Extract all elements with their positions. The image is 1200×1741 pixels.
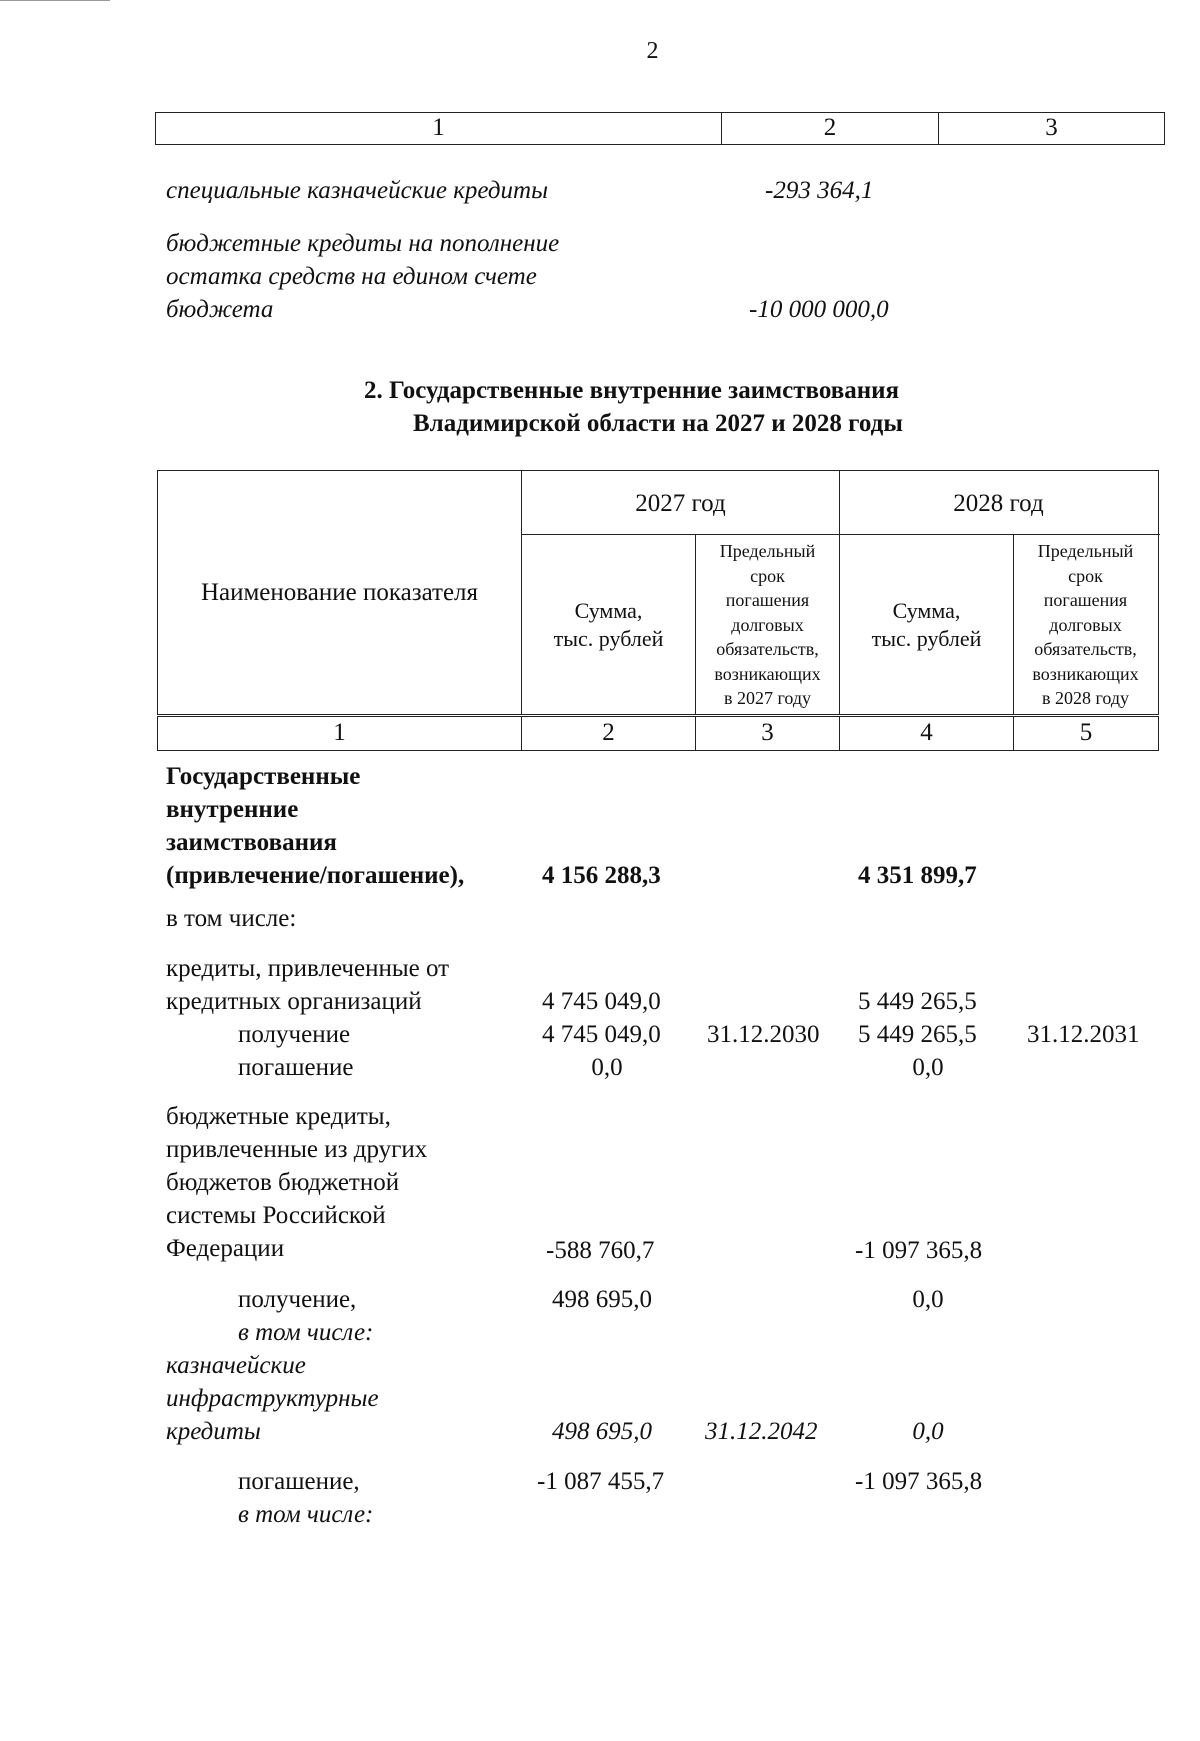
col-number-3: 3 [1045, 114, 1058, 141]
total-note: в том числе: [166, 905, 297, 932]
total-label-4: (привлечение/погашение), [166, 862, 465, 889]
budget-credits-repay-2027: -1 087 455,7 [537, 1468, 665, 1495]
budget-credits-repay-2028: -1 097 365,8 [855, 1468, 983, 1495]
infra-credits-label-2: инфраструктурные [166, 1385, 379, 1412]
special-treasury-credits-value: -293 364,1 [765, 177, 874, 204]
section-title-line-1: 2. Государственные внутренние заимствования [364, 377, 900, 404]
section-title-line-2: Владимирской области на 2027 и 2028 годы [413, 410, 903, 437]
header-term-2027: Предельный срок погашения долговых обязательств, возникающих в 2027 году [696, 535, 840, 715]
column-number-row [157, 716, 1159, 751]
colnum-3: 3 [696, 717, 840, 750]
total-label-3: заимствования [166, 829, 337, 856]
colnum-5: 5 [1079, 719, 1093, 746]
budget-credits-receipt-2028: 0,0 [912, 1286, 944, 1313]
credit-org-receipt-term-2027: 31.12.2030 [707, 1021, 820, 1048]
infra-credits-2028: 0,0 [912, 1418, 944, 1445]
borrowings-table-header [157, 470, 1159, 715]
budget-credits-label-5: Федерации [166, 1235, 285, 1262]
budget-credits-repay-note: в том числе: [238, 1501, 374, 1528]
header-term-2028: Предельный срок погашения долговых обязательств, возникающих в 2028 году [1032, 541, 1139, 709]
budget-credits-label-4: системы Российской [166, 1202, 386, 1229]
credit-org-repay-2028: 0,0 [912, 1054, 944, 1081]
header-year-2028: 2028 год [953, 489, 1044, 517]
budget-credits-replenish-value: -10 000 000,0 [749, 296, 889, 323]
page-number: 2 [646, 38, 659, 64]
infra-credits-label-1: казначейские [166, 1352, 306, 1379]
col-number-1: 1 [156, 113, 722, 144]
credit-org-receipt-label: получение [238, 1021, 351, 1048]
credit-org-label-1: кредиты, привлеченные от [166, 955, 450, 982]
infra-credits-term-2027: 31.12.2042 [705, 1418, 818, 1445]
budget-credits-label-3: бюджетов бюджетной [166, 1169, 400, 1196]
budget-credits-replenish-label-1: бюджетные кредиты на пополнение [166, 230, 560, 257]
header-sum-2028: Сумма, тыс. рублей [840, 535, 1014, 715]
budget-credits-receipt-2027: 498 695,0 [552, 1286, 652, 1313]
continuation-table-header [155, 112, 1165, 145]
header-indicator-name: Наименование показателя [158, 471, 522, 714]
header-sum-2027: Сумма, тыс. рублей [522, 535, 696, 715]
total-label-1: Государственные [166, 763, 361, 790]
total-sum-2027: 4 156 288,3 [542, 862, 661, 889]
col-number-2: 2 [722, 113, 939, 144]
budget-credits-replenish-label-2: остатка средств на едином счете [166, 263, 537, 290]
credit-org-repay-label: погашение [238, 1054, 354, 1081]
budget-credits-repay-label: погашение, [238, 1468, 360, 1495]
infra-credits-2027: 498 695,0 [552, 1418, 652, 1445]
colnum-2: 2 [522, 717, 696, 750]
total-label-2: внутренние [166, 796, 299, 823]
infra-credits-label-3: кредиты [166, 1418, 261, 1445]
credit-org-sum-2028: 5 449 265,5 [858, 988, 977, 1015]
credit-org-sum-2027: 4 745 049,0 [542, 988, 661, 1015]
special-treasury-credits-label: специальные казначейские кредиты [166, 177, 549, 204]
budget-credits-label-2: привлеченные из других [166, 1136, 428, 1163]
budget-credits-sum-2027: -588 760,7 [546, 1237, 655, 1264]
budget-credits-receipt-label: получение, [238, 1286, 357, 1313]
top-edge-rule [0, 0, 110, 1]
budget-credits-receipt-note: в том числе: [238, 1319, 374, 1346]
colnum-4: 4 [840, 717, 1014, 750]
credit-org-receipt-term-2028: 31.12.2031 [1027, 1021, 1140, 1048]
credit-org-repay-2027: 0,0 [591, 1054, 623, 1081]
header-year-2027: 2027 год [522, 471, 840, 535]
budget-credits-sum-2028: -1 097 365,8 [855, 1237, 983, 1264]
credit-org-receipt-2027: 4 745 049,0 [542, 1021, 661, 1048]
budget-credits-label-1: бюджетные кредиты, [166, 1103, 391, 1130]
credit-org-label-2: кредитных организаций [166, 988, 422, 1015]
budget-credits-replenish-label-3: бюджета [166, 296, 274, 323]
total-sum-2028: 4 351 899,7 [858, 862, 977, 889]
credit-org-receipt-2028: 5 449 265,5 [858, 1021, 977, 1048]
colnum-1: 1 [158, 717, 522, 750]
